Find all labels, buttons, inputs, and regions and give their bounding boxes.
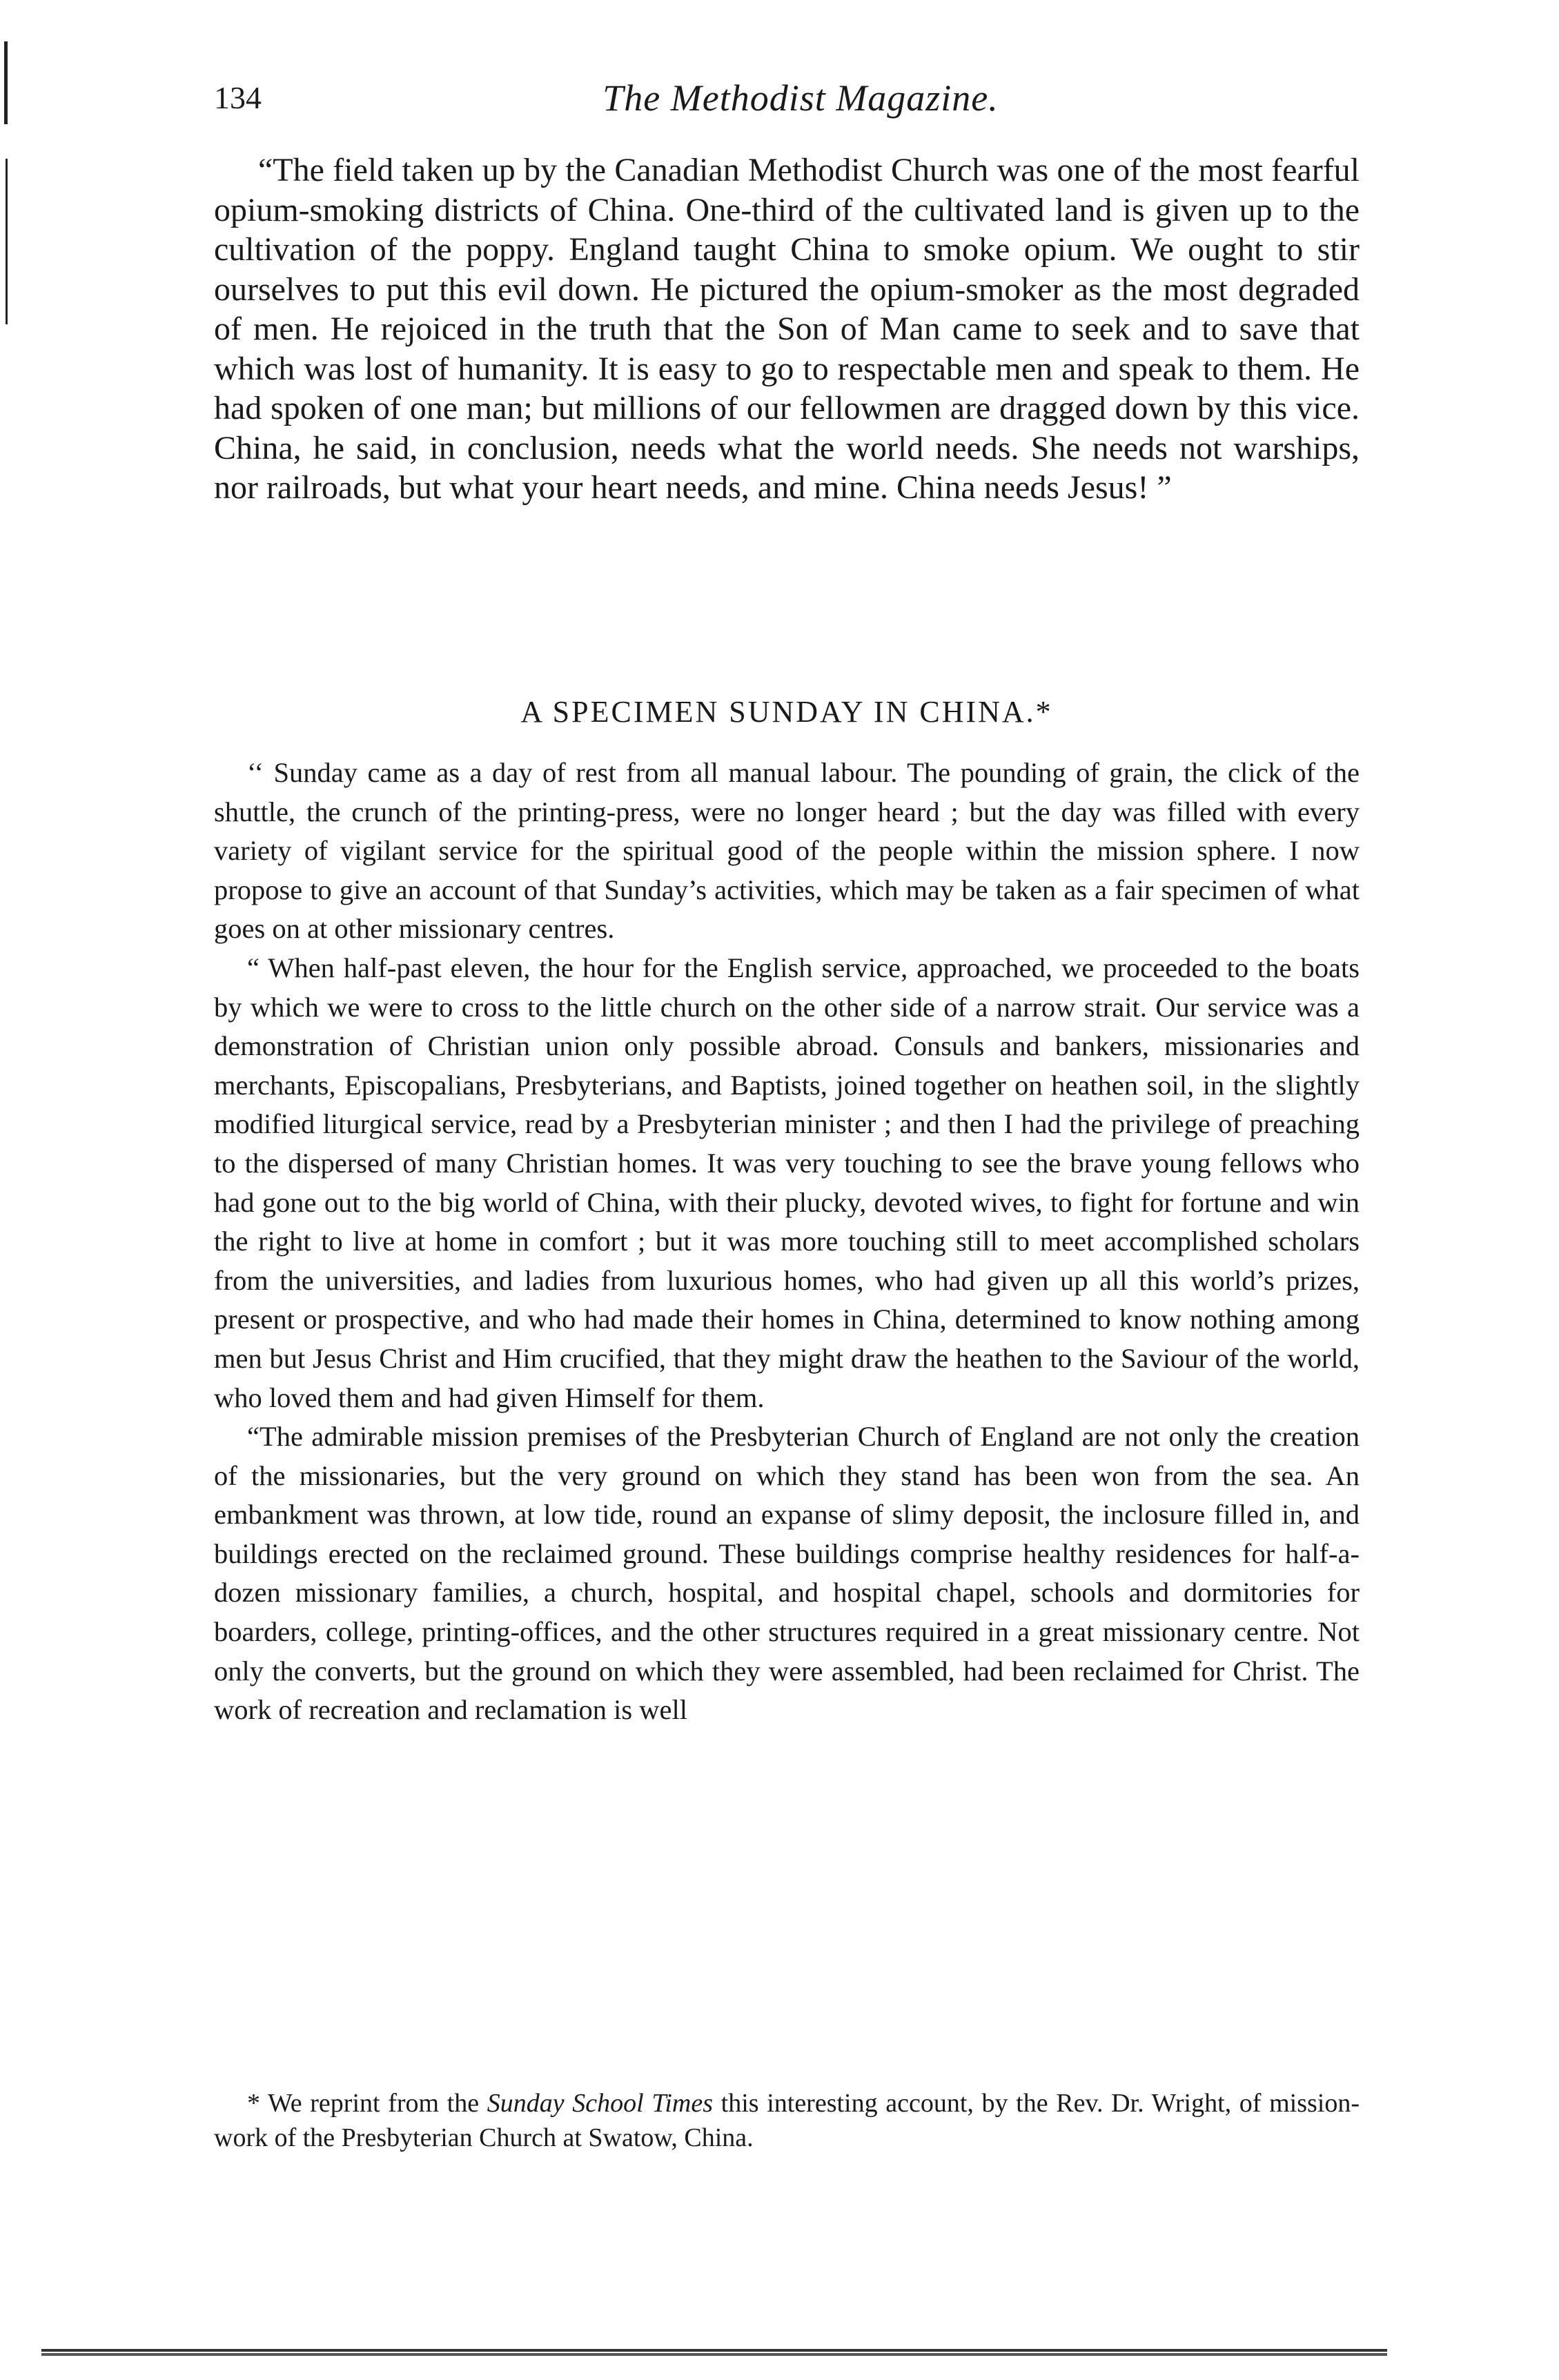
footnote	[214, 2086, 1360, 2155]
bottom-rule	[41, 2349, 1387, 2356]
article-paragraph: “ When half-past eleven, the hour for the English service, approached, we proceeded to the boats by which we were to cross to the little church on the other side of a narrow strait. Our service was a demonstration of Christian union only possible abroad. Consuls and bankers, missionaries and merchants, Episcopalians, Presbyterians, and Baptists, joined together on heathen soil, in the slightly modified liturgical service, read by a Presbyterian minister ; and then I had the privilege of preaching to the dispersed of many Christian homes. It was very touching to see the brave young fellows who had gone out to the big world of China, with their plucky, devoted wives, to fight for fortune and win the right to live at home in comfort ; but it was more touching still to meet accomplished scholars from the universities, and ladies from luxurious homes, who had given up all this world’s prizes, present or prospective, and who had made their homes in China, determined to know nothing among men but Jesus Christ and Him crucified, that they might draw the heathen to the Saviour of the world, who loved them and had given Himself for them.	[214, 952, 1360, 1413]
footnote-source-title: Sunday School Times	[487, 2089, 714, 2118]
footnote-before: * We reprint from the	[247, 2089, 487, 2118]
article-paragraph: “The admirable mission premises of the Presbyterian Church of England are not only the creation of the missionaries, but the very ground on which they stand has been won from the sea. An embankment was thrown, at low tide, round an expanse of slimy deposit, the inclosure filled in, and buildings erected on the reclaimed ground. These buildings comprise healthy residences for half-a-dozen missionary families, a church, hospital, and hospital chapel, schools and dormitories for boarders, college, printing-offices, and the other structures required in a great missionary centre. Not only the converts, but the ground on which they were assembled, had been reclaimed for Christ. The work of recreation and reclamation is well	[214, 1421, 1360, 1726]
article-heading: A SPECIMEN SUNDAY IN CHINA.*	[520, 695, 1053, 729]
running-title: The Methodist Magazine.	[602, 77, 999, 119]
footnote-text	[214, 2086, 1360, 2155]
page-header	[214, 70, 1387, 126]
opening-quote	[214, 150, 1360, 508]
scan-edge-mark	[6, 159, 8, 324]
footnote-after: this interesting account, by the Rev. Dr. Wright, of mission-work of the Presbyterian Church at Swatow, China.	[214, 2089, 1360, 2152]
page-number: 134	[214, 80, 262, 115]
quote-paragraph: “The field taken up by the Canadian Methodist Church was one of the most fearful opium-smoking districts of China. One-third of the cultivated land is given up to the cultivation of the poppy. England taught China to smoke opium. We ought to stir ourselves to put this evil down. He pictured the opium-smoker as the most degraded of men. He rejoiced in the truth that the Son of Man came to seek and to save that which was lost of humanity. It is easy to go to respectable men and speak to them. He had spoken of one man; but millions of our fellowmen are dragged down by this vice. China, he said, in conclusion, needs what the world needs. She needs not warships, nor railroads, but what your heart needs, and mine. China needs Jesus! ”	[214, 152, 1360, 506]
scan-edge-mark	[4, 41, 8, 124]
article-paragraph: ‘‘ Sunday came as a day of rest from all manual labour. The pounding of grain, the click of the shuttle, the crunch of the printing-press, were no longer heard ; but the day was filled with every variety of vigilant service for the spiritual good of the people within the mission sphere. I now propose to give an account of that Sunday’s activities, which may be taken as a fair specimen of what goes on at other missionary centres.	[214, 757, 1360, 945]
article-body	[214, 754, 1360, 1730]
